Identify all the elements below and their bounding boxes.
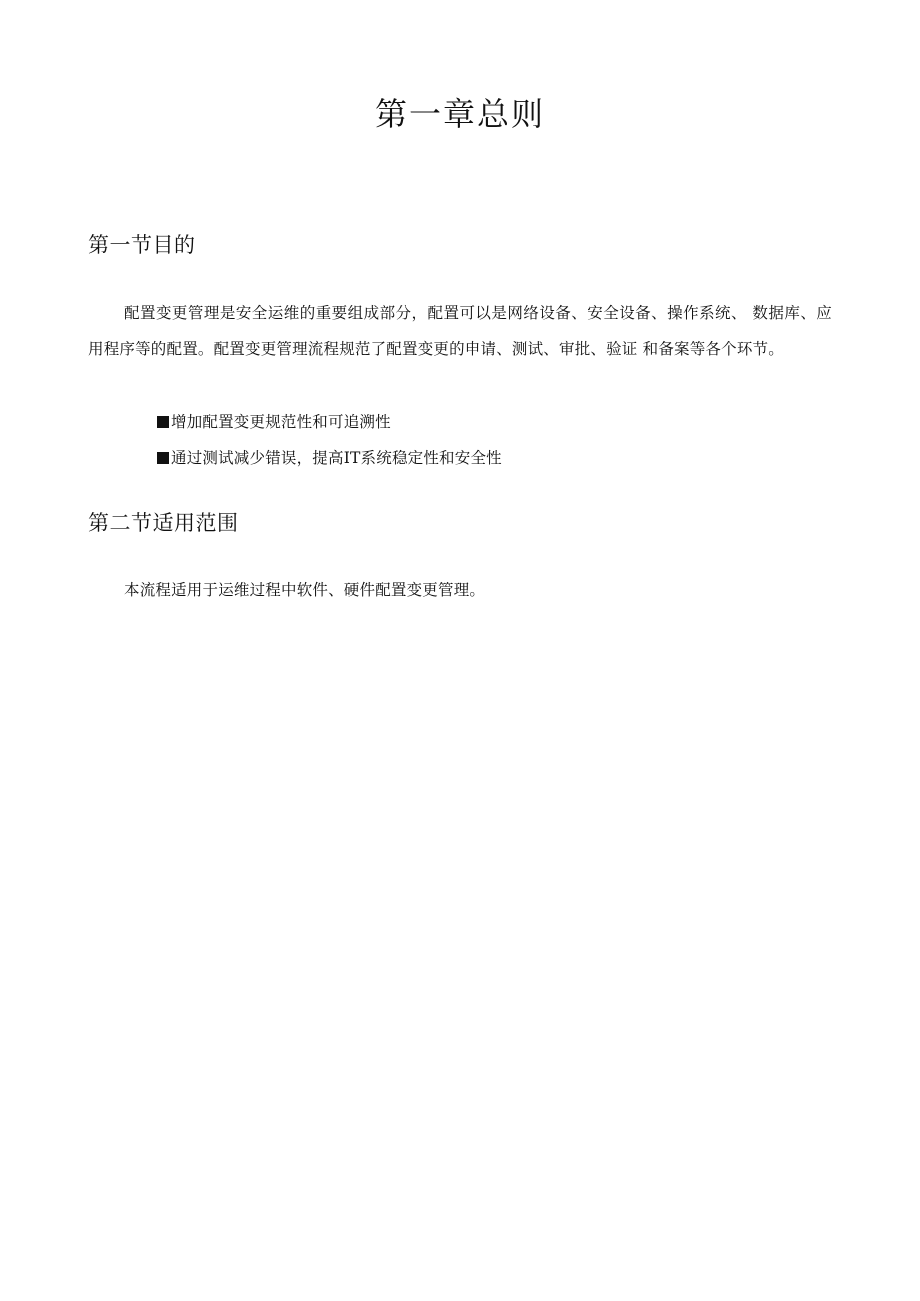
purpose-bullet-list — [157, 404, 502, 476]
chapter-title: 第一章总则 — [374, 95, 545, 133]
scope-paragraph: 本流程适用于运维过程中软件、硬件配置变更管理。 — [124, 581, 486, 599]
list-item — [157, 440, 502, 476]
section-heading-purpose: 第一节目的 — [88, 233, 196, 257]
purpose-paragraph: 配置变更管理是安全运维的重要组成部分，配置可以是网络设备、安全设备、操作系统、 数据库、应用程序等的配置。配置变更管理流程规范了配置变更的申请、测试、审批、验证 和备案等各个环节。 — [88, 304, 832, 358]
bullet-text: 通过测试减少错误，提高IT系统稳定性和安全性 — [171, 449, 502, 467]
list-item — [157, 404, 502, 440]
square-bullet-icon — [157, 452, 169, 464]
section-heading-scope: 第二节适用范围 — [88, 511, 239, 535]
bullet-text: 增加配置变更规范性和可追溯性 — [171, 413, 391, 431]
square-bullet-icon — [157, 416, 169, 428]
